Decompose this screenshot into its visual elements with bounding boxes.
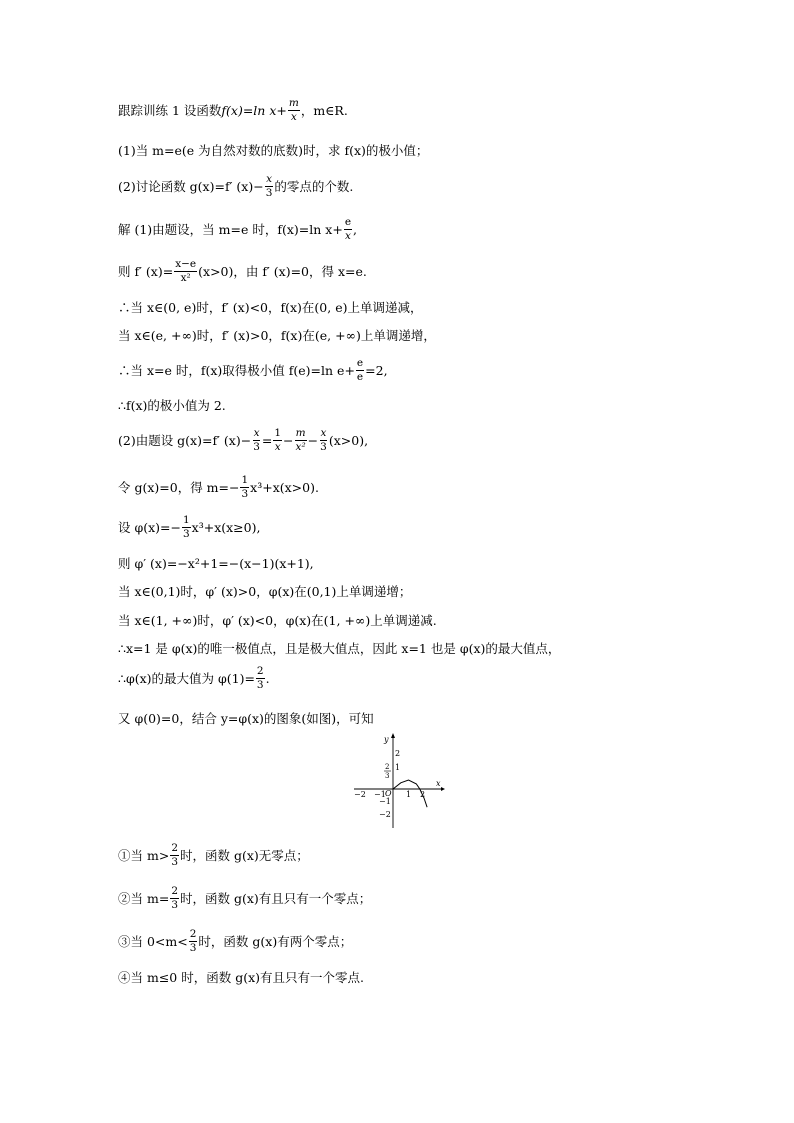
solution-line-14: ∴φ(x)的最大值为 φ(1)= $\frac{2}{3}$ . <box>118 665 270 691</box>
fraction-e-over-x: $\frac{e}{x}$ <box>344 216 352 242</box>
case-2: ②当 m= $\frac{2}{3}$ 时，函数 g(x)有且只有一个零点； <box>118 885 372 911</box>
solution-line-8: 令 g(x)=0，得 m=− $\frac{1}{3}$ x³+x(x>0). <box>118 474 319 500</box>
question-2: (2)讨论函数 g(x)=f′ (x)− $\frac{x}{3}$ 的零点的个数. <box>118 173 354 199</box>
fraction-b: $\frac{1}{x}$ <box>274 427 282 453</box>
title-function: f(x)=ln x+ <box>221 102 287 118</box>
case-4: ④当 m≤0 时，函数 g(x)有且只有一个零点. <box>118 970 364 985</box>
case3-fraction: $\frac{2}{3}$ <box>189 928 197 954</box>
solution-line-4: 当 x∈(e, +∞)时，f′ (x)>0，f(x)在(e, +∞)上单调递增， <box>118 328 436 343</box>
y-tick-neg1: −1 <box>379 797 391 806</box>
case-1: ①当 m> $\frac{2}{3}$ 时，函数 g(x)无零点； <box>118 842 309 868</box>
fraction-derivative: $\frac{x-e}{\text{x²}}$ <box>175 258 197 284</box>
solution-line-2: 则 f′ (x)= $\frac{x-e}{\text{x²}}$ (x>0)，由 f′ (x)=0，得 x=e. <box>118 258 367 284</box>
solution-line-6: ∴f(x)的极小值为 2. <box>118 398 226 413</box>
y-axis-label: y <box>384 735 389 744</box>
fraction-c: $\frac{m}{\text{x²}}$ <box>295 427 306 453</box>
x-axis-label: x <box>436 779 441 788</box>
solution-line-12: 当 x∈(1, +∞)时，φ′ (x)<0，φ(x)在(1, +∞)上单调递减. <box>118 613 437 628</box>
y-tick-2: 2 <box>395 749 401 758</box>
case2-fraction: $\frac{2}{3}$ <box>171 885 178 911</box>
case1-fraction: $\frac{2}{3}$ <box>171 842 178 868</box>
solution-line-9: 设 φ(x)=− $\frac{1}{3}$ x³+x(x≥0), <box>118 514 261 540</box>
fraction-d: $\frac{x}{3}$ <box>320 427 327 453</box>
solution-line-13: ∴x=1 是 φ(x)的唯一极值点，且是极大值点，因此 x=1 也是 φ(x)的最大值点， <box>118 641 561 656</box>
x-tick-2: 2 <box>420 790 426 799</box>
fraction-one-third-2: $\frac{1}{3}$ <box>182 514 190 540</box>
x-tick-1: 1 <box>406 790 412 799</box>
fraction-x-over-3: $\frac{x}{3}$ <box>265 173 273 199</box>
fraction-e-over-e: $\frac{e}{e}$ <box>356 357 364 383</box>
x-axis-arrow <box>441 787 445 791</box>
solution-line-1: 解 (1)由题设，当 m=e 时，f(x)=ln x+ $\frac{e}{x}$ , <box>118 216 358 242</box>
problem-title <box>118 98 348 122</box>
solution-line-7: (2)由题设 g(x)=f′ (x)− $\frac{x}{3}$ = $\frac{1}{x}$ − $\frac{m}{\text{x²}}$ − $\frac{x}{3}$ (x>0), <box>118 427 369 453</box>
solution-line-5: ∴当 x=e 时，f(x)取得极小值 f(e)=ln e+ $\frac{e}{e}$ =2, <box>118 357 388 383</box>
x-tick-neg2: −2 <box>354 790 366 799</box>
y-tick-frac-den: 3 <box>385 772 390 780</box>
y-axis-arrow <box>391 733 395 738</box>
y-tick-neg2: −2 <box>379 810 391 819</box>
fraction-m-over-x: $\frac{m}{x}$ <box>288 97 299 123</box>
title-lead: 跟踪训练 1 设函数 <box>118 102 222 118</box>
origin-label: O <box>385 789 392 798</box>
solution-line-15: 又 φ(0)=0，结合 y=φ(x)的图象(如图)，可知 <box>118 711 374 726</box>
y-tick-1: 1 <box>395 763 401 772</box>
solution-line-10: 则 φ′ (x)=−x²+1=−(x−1)(x+1), <box>118 556 314 571</box>
case-3: ③当 0<m< $\frac{2}{3}$ 时，函数 g(x)有两个零点； <box>118 928 353 954</box>
title-tail: ，m∈R. <box>300 102 348 118</box>
fraction-two-thirds: $\frac{2}{3}$ <box>256 665 264 691</box>
solution-line-11: 当 x∈(0,1)时，φ′ (x)>0，φ(x)在(0,1)上单调递增； <box>118 584 412 599</box>
x-tick-neg1: −1 <box>374 790 386 799</box>
fraction-one-third: $\frac{1}{3}$ <box>241 474 249 500</box>
phi-graph <box>351 732 451 832</box>
fraction-a: $\frac{x}{3}$ <box>253 427 260 453</box>
y-tick-frac-num: 2 <box>385 763 390 771</box>
question-1: (1)当 m=e(e 为自然对数的底数)时，求 f(x)的极小值； <box>118 143 429 158</box>
solution-line-3: ∴当 x∈(0, e)时，f′ (x)<0，f(x)在(0, e)上单调递减， <box>118 300 423 315</box>
